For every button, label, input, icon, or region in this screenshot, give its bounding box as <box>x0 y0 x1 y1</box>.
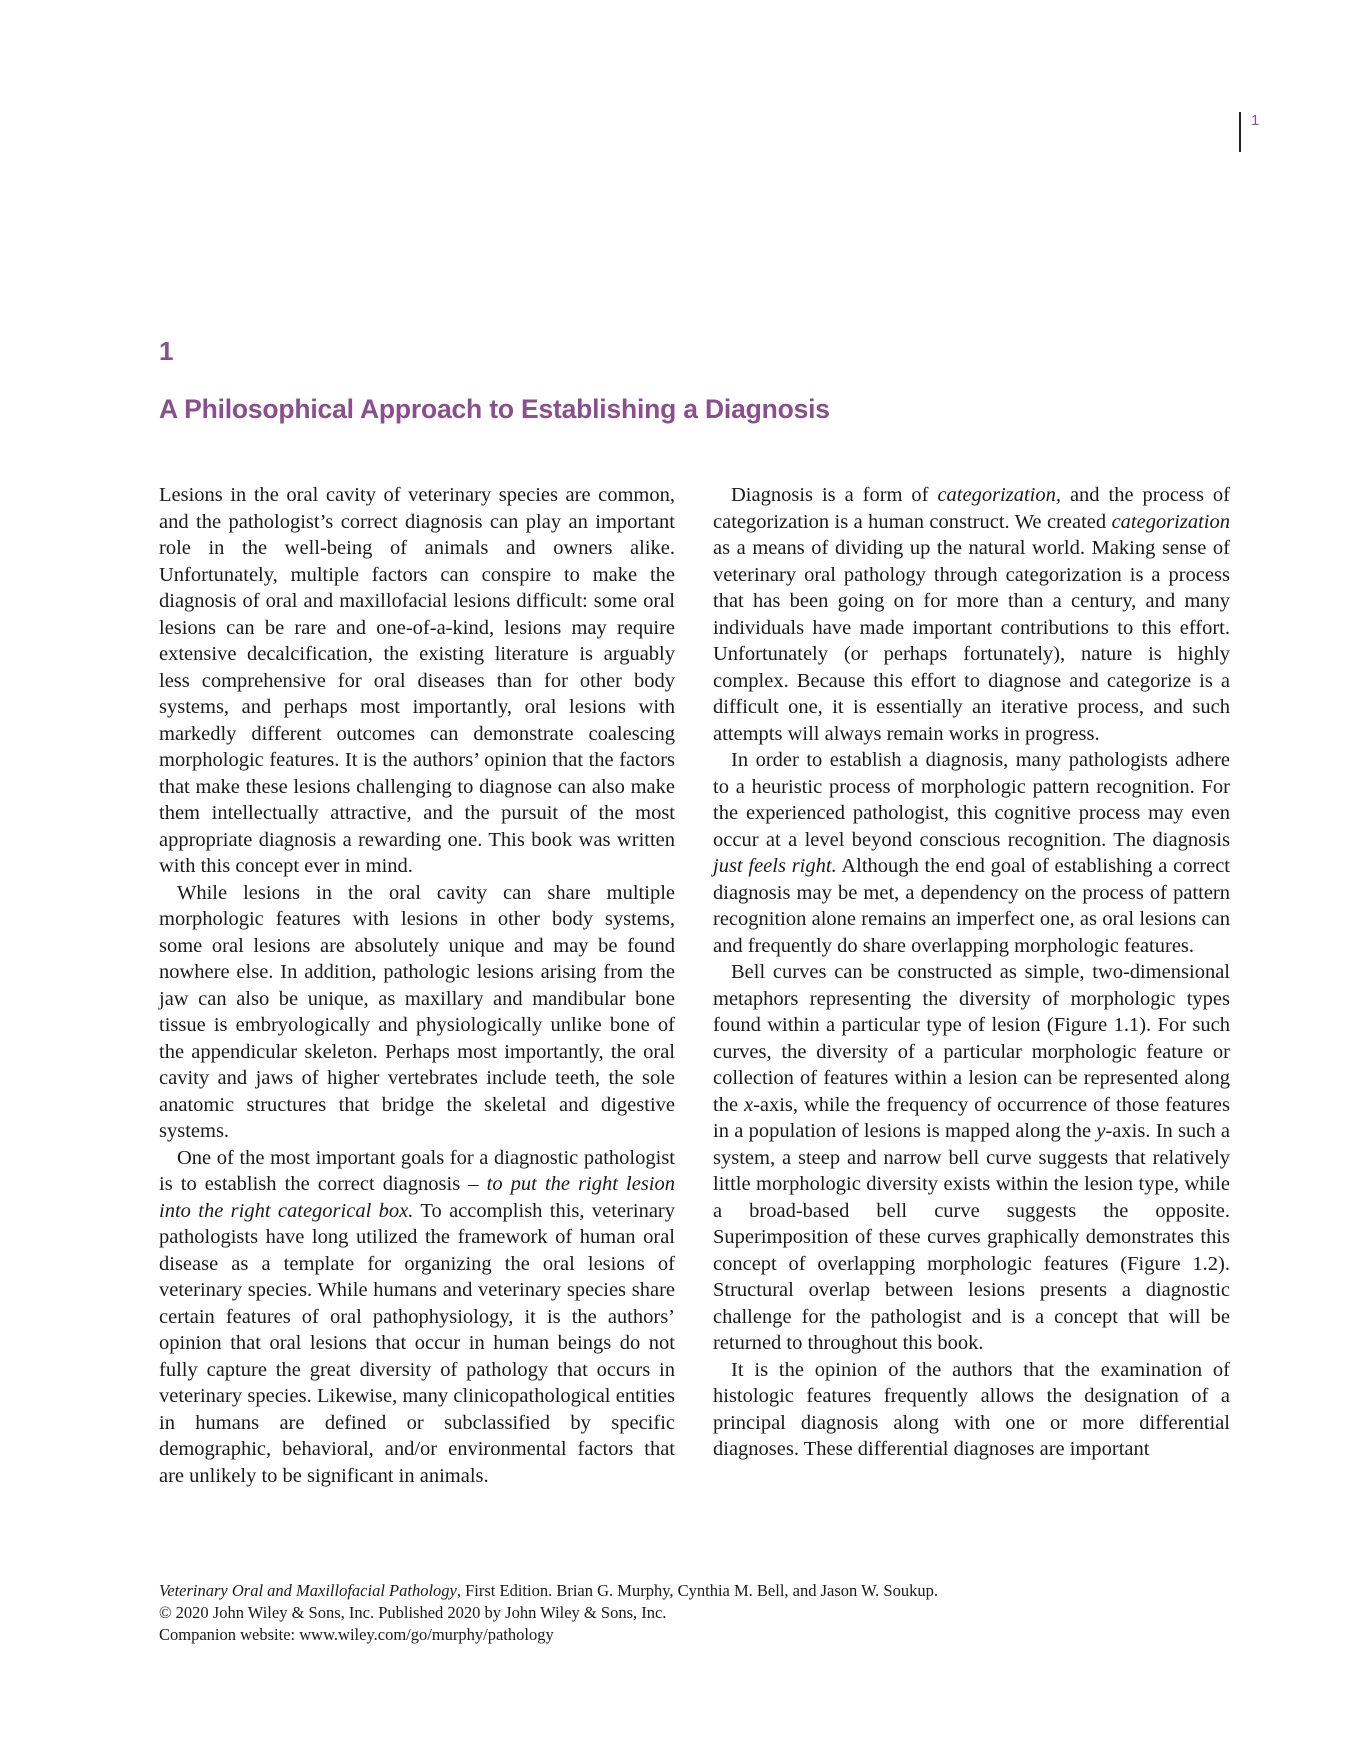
citation-details: , First Edition. Brian G. Murphy, Cynthia M. Bell, and Jason W. Soukup. <box>456 1581 938 1600</box>
emphasis-text: just feels right. <box>713 855 837 877</box>
text-run: Diagnosis is a form of <box>731 484 938 506</box>
book-title: Veterinary Oral and Maxillofacial Pathology <box>159 1581 457 1600</box>
emphasis-text: categorization <box>1111 510 1230 533</box>
emphasis-text: to put the right lesion into the right categorical box. <box>159 1173 675 1222</box>
text-run: In order to establish a diagnosis, many pathologists adhere to a heuristic process of morphologic pattern recognition. For the experienced pathologist, this cognitive process may even occur at a level beyond conscious recognition. The diagnosis <box>713 749 1230 851</box>
companion-website-line: Companion website: www.wiley.com/go/murphy/pathology <box>159 1625 554 1644</box>
paragraph <box>713 747 1230 959</box>
emphasis-text: categorization, <box>937 484 1061 506</box>
text-run: as a means of dividing up the natural world. Making sense of veterinary oral pathology through categorization is a process that has been going on for more than a century, and many individuals have made important contributions to this effort. Unfortunately (or perhaps fortunately), nature is highly complex. Because this effort to diagnose and categorize is a difficult one, it is essentially an iterative process, and such attempts will always remain works in progress. <box>713 537 1230 745</box>
paragraph: It is the opinion of the authors that the examination of histologic features frequently allows the designation of a principal diagnosis along with one or more differential diagnoses. These differential diagnoses are important <box>713 1358 1230 1460</box>
text-run: Although the end goal of establishing a correct diagnosis may be met, a dependency on the process of pattern recognition alone remains an imperfect one, as oral lesions can and frequently do share overlapping morphologic features. <box>713 855 1230 957</box>
citation-line <box>159 1580 1219 1602</box>
emphasis-text: y <box>1096 1120 1106 1142</box>
paragraph: While lesions in the oral cavity can share multiple morphologic features with lesions in other body systems, some oral lesions are absolutely unique and may be found nowhere else. In addition, pathologic lesions arising from the jaw can also be unique, as maxillary and mandibular bone tissue is embryologically and physiologically unlike bone of the appendicular skeleton. Perhaps most importantly, the oral cavity and jaws of higher vertebrates include teeth, the sole anatomic structures that bridge the skeletal and digestive systems. <box>159 881 675 1142</box>
paragraph: Lesions in the oral cavity of veterinary species are common, and the pathologist’s correct diagnosis can play an important role in the well-being of animals and owners alike. Unfortunately, multiple factors can conspire to make the diagnosis of oral and maxillofacial lesions difficult: some oral lesions can be rare and one-of-a-kind, lesions may require extensive decalcification, the existing literature is arguably less comprehensive for oral diseases than for other body systems, and perhaps most importantly, oral lesions with markedly different outcomes can demonstrate coalescing morphologic features. It is the authors’ opinion that the factors that make these lesions challenging to diagnose can also make them intellectually attractive, and the pursuit of the most appropriate diagnosis a rewarding one. This book was written with this concept ever in mind. <box>159 484 675 877</box>
left-column <box>159 482 675 1489</box>
chapter-number: 1 <box>159 336 174 366</box>
emphasis-text: x <box>743 1093 754 1116</box>
text-run: and the process of categorization is a human construct. We created <box>713 484 1230 533</box>
copyright-line: © 2020 John Wiley & Sons, Inc. Published 2020 by John Wiley & Sons, Inc. <box>159 1603 667 1622</box>
text-run: -axis. In such a system, a steep and narrow bell curve suggests that relatively little morphologic diversity exists within the lesion type, while a broad-based bell curve suggests the opposite. Superimposition of these curves graphically demonstrates this concept of overlapping morphologic features (Figure 1.2). Structural overlap between lesions presents a diagnostic challenge for the pathologist and is a concept that will be returned to throughout this book. <box>713 1120 1230 1354</box>
paragraph <box>713 959 1230 1357</box>
page-number: 1 <box>1239 112 1259 152</box>
copyright-footer <box>159 1580 1219 1646</box>
text-run: One of the most important goals for a diagnostic pathologist is to establish the correct diagnosis – <box>159 1146 675 1195</box>
text-run: -axis, while the frequency of occurrence of those features in a population of lesions is mapped along the <box>713 1093 1230 1142</box>
text-run: To accomplish this, veterinary pathologists have long utilized the framework of human oral disease as a template for organizing the oral lesions of veterinary species. While humans and veterinary species share certain features of oral pathophysiology, it is the authors’ opinion that oral lesions that occur in human beings do not fully capture the great diversity of pathology that occurs in veterinary species. Likewise, many clinicopathological entities in humans are defined or subclassified by specific demographic, behavioral, and/or environmental factors that are unlikely to be significant in animals. <box>159 1199 675 1487</box>
paragraph <box>713 482 1230 747</box>
right-column <box>713 482 1230 1463</box>
text-run: Bell curves can be constructed as simple, two-dimensional metaphors representing the diversity of morphologic types found within a particular type of lesion (Figure 1.1). For such curves, the diversity of a particular morphologic feature or collection of features within a lesion can be represented along the <box>713 961 1230 1116</box>
chapter-title: A Philosophical Approach to Establishing a Diagnosis <box>159 394 830 424</box>
paragraph <box>159 1145 675 1490</box>
